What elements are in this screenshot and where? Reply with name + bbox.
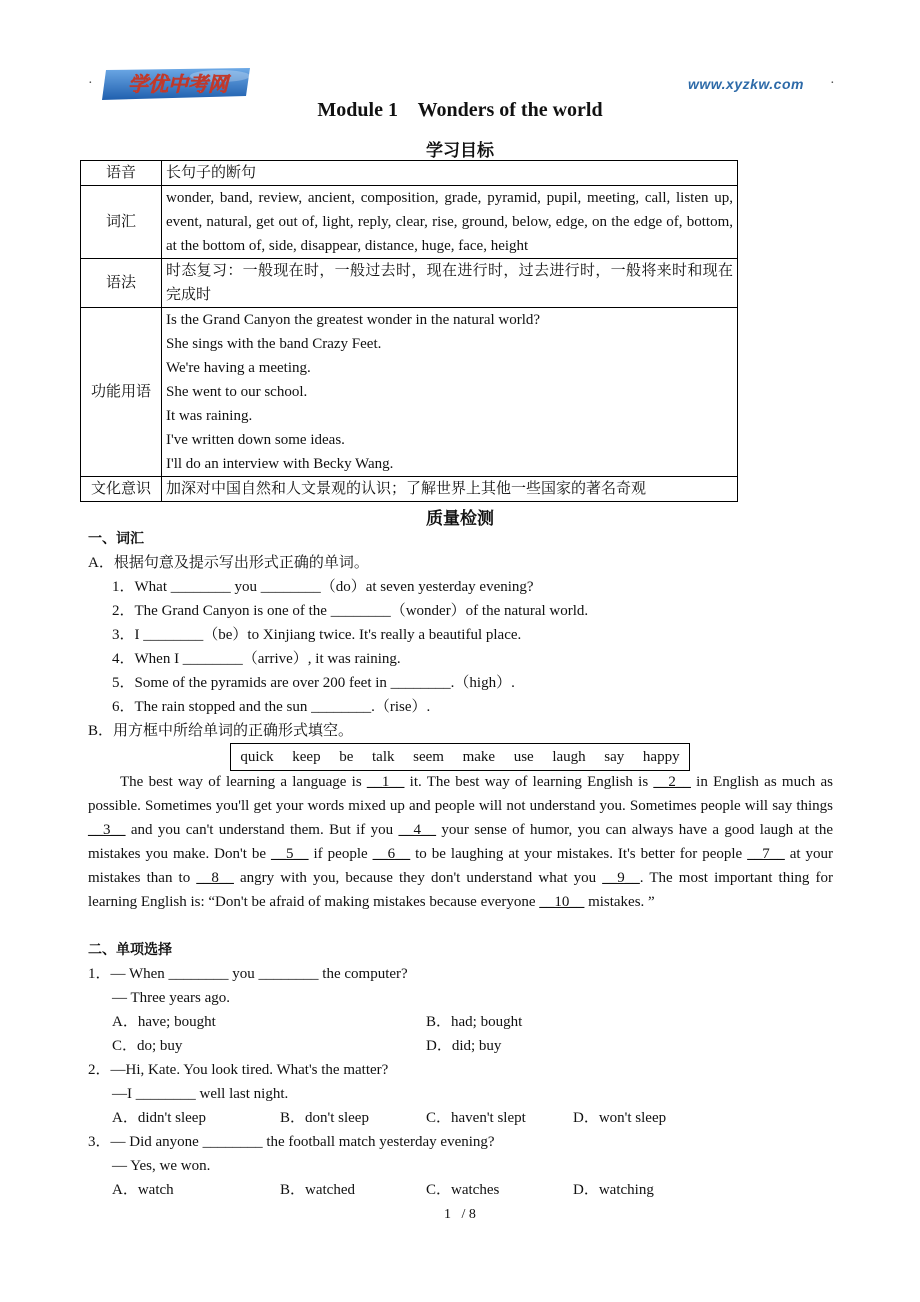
- word-box-item: quick: [240, 748, 274, 765]
- header-dot-left: ·: [88, 76, 93, 91]
- cloze-blank[interactable]: __1__: [366, 774, 405, 790]
- word-box-item: laugh: [552, 748, 586, 765]
- question-2-stem: 2．—Hi, Kate. You look tired. What's the matter?: [88, 1062, 389, 1078]
- goals-row-grammar: [81, 259, 738, 308]
- passage-text: . The most important thing for learning English is: “Don't be afraid of making mistakes because everyone: [88, 870, 833, 910]
- passage-text: to be laughing at your mistakes. It's better for people: [410, 846, 748, 862]
- passage-text: at your mistakes than to: [88, 846, 833, 886]
- question-2-option-d[interactable]: D．won't sleep: [573, 1110, 667, 1126]
- goals-key: 文化意识: [81, 477, 162, 502]
- header-dot-right: ·: [830, 76, 835, 91]
- word-box-item: make: [462, 748, 496, 765]
- goals-table: [80, 160, 738, 502]
- site-url: www.xyzkw.com: [688, 76, 804, 92]
- goals-value: [162, 308, 738, 477]
- question-3-option-d[interactable]: D．watching: [573, 1182, 654, 1198]
- cloze-blank[interactable]: __9__: [602, 870, 640, 886]
- question-1-option-b[interactable]: B．had; bought: [426, 1014, 523, 1030]
- passage-text: The best way of learning a language is: [120, 774, 367, 790]
- word-box-item: seem: [413, 748, 444, 765]
- cloze-blank[interactable]: __2__: [653, 774, 691, 790]
- passage-text: it. The best way of learning English is: [404, 774, 654, 790]
- word-box-item: be: [339, 748, 354, 765]
- cloze-blank[interactable]: __5__: [271, 846, 309, 862]
- goals-value: wonder, band, review, ancient, composition, grade, pyramid, pupil, meeting, call, listen up, event, natural, get out of, light, reply, clear, rise, ground, below, edge, on the edge of, bottom, at the bottom of, side, disappear, distance, huge, face, height: [162, 186, 738, 259]
- module-title: Module 1 Wonders of the world: [317, 99, 603, 121]
- partA-item-5: 5．Some of the pyramids are over 200 feet in ________.（high）.: [112, 675, 515, 691]
- partB-instruction: B．用方框中所给单词的正确形式填空。: [88, 723, 354, 739]
- question-1-option-a[interactable]: A．have; bought: [112, 1014, 216, 1030]
- passage-text: in English as much as possible. Sometimes you'll get your words mixed up and people will not understand you. Sometimes people will say things: [88, 774, 833, 814]
- function-sentence: She sings with the band Crazy Feet.: [166, 336, 382, 352]
- function-sentence: We're having a meeting.: [166, 360, 311, 376]
- word-box-item: happy: [642, 748, 680, 765]
- question-2-reply: —I ________ well last night.: [112, 1086, 289, 1102]
- goals-row-phonetics: [81, 161, 738, 186]
- partA-item-4: 4．When I ________（arrive）, it was raining.: [112, 651, 401, 667]
- word-box-item: say: [604, 748, 625, 765]
- cloze-blank[interactable]: __10__: [539, 894, 585, 910]
- function-sentence: Is the Grand Canyon the greatest wonder in the natural world?: [166, 312, 541, 328]
- word-box-item: use: [513, 748, 534, 765]
- passage-text: mistakes. ”: [584, 894, 655, 910]
- partA-item-6: 6．The rain stopped and the sun ________.（rise）.: [112, 699, 431, 715]
- page-number: 1 / 8: [444, 1207, 476, 1222]
- partA-item-3: 3．I ________（be）to Xinjiang twice. It's really a beautiful place.: [112, 627, 522, 643]
- goals-row-culture: [81, 477, 738, 502]
- goals-value: 加深对中国自然和人文景观的认识；了解世界上其他一些国家的著名奇观: [162, 477, 738, 502]
- svg-text:学优中考网: 学优中考网: [128, 72, 228, 96]
- cloze-blank[interactable]: __7__: [747, 846, 785, 862]
- site-logo: [100, 66, 256, 102]
- function-sentence: I'll do an interview with Becky Wang.: [166, 456, 394, 472]
- cloze-passage: [88, 770, 833, 914]
- question-3-option-a[interactable]: A．watch: [112, 1182, 174, 1198]
- goals-row-vocabulary: [81, 186, 738, 259]
- goals-row-function: [81, 308, 738, 477]
- question-3-reply: — Yes, we won.: [112, 1158, 211, 1174]
- cloze-blank[interactable]: __6__: [372, 846, 411, 862]
- goals-key: 语法: [81, 259, 162, 308]
- word-box: [230, 743, 690, 771]
- passage-text: your sense of humor, you can always have a good laugh at the mistakes you make. Don't be: [88, 822, 833, 862]
- function-sentence: It was raining.: [166, 408, 253, 424]
- question-2-option-a[interactable]: A．didn't sleep: [112, 1110, 206, 1126]
- question-1-reply: — Three years ago.: [112, 990, 231, 1006]
- goals-heading: 学习目标: [426, 141, 494, 161]
- cloze-blank[interactable]: __3__: [88, 822, 126, 838]
- question-3-option-c[interactable]: C．watches: [426, 1182, 500, 1198]
- goals-key: 词汇: [81, 186, 162, 259]
- partA-item-2: 2．The Grand Canyon is one of the ________（wonder）of the natural world.: [112, 603, 589, 619]
- cloze-blank[interactable]: __4__: [398, 822, 437, 838]
- function-sentence: She went to our school.: [166, 384, 308, 400]
- cloze-blank[interactable]: __8__: [196, 870, 234, 886]
- partA-item-1: 1．What ________ you ________（do）at seven yesterday evening?: [112, 579, 534, 595]
- function-sentence: I've written down some ideas.: [166, 432, 345, 448]
- question-3-stem: 3．— Did anyone ________ the football match yesterday evening?: [88, 1134, 495, 1150]
- question-2-option-c[interactable]: C．haven't slept: [426, 1110, 526, 1126]
- goals-key: 语音: [81, 161, 162, 186]
- quality-heading: 质量检测: [426, 509, 494, 529]
- question-3-option-b[interactable]: B．watched: [280, 1182, 355, 1198]
- question-1-option-c[interactable]: C．do; buy: [112, 1038, 183, 1054]
- goals-value: 长句子的断句: [162, 161, 738, 186]
- section1-heading: 一、词汇: [88, 531, 144, 547]
- word-box-item: talk: [372, 748, 395, 765]
- passage-text: and you can't understand them. But if you: [125, 822, 399, 838]
- question-1-option-d[interactable]: D．did; buy: [426, 1038, 502, 1054]
- question-2-option-b[interactable]: B．don't sleep: [280, 1110, 369, 1126]
- passage-text: angry with you, because they don't understand what you: [233, 870, 603, 886]
- partA-instruction: A．根据句意及提示写出形式正确的单词。: [88, 555, 369, 571]
- passage-text: if people: [308, 846, 373, 862]
- section2-heading: 二、单项选择: [88, 942, 172, 958]
- word-box-item: keep: [292, 748, 321, 765]
- goals-key: 功能用语: [81, 308, 162, 477]
- question-1-stem: 1．— When ________ you ________ the computer?: [88, 966, 408, 982]
- goals-value: 时态复习：一般现在时，一般过去时，现在进行时，过去进行时，一般将来时和现在完成时: [162, 259, 738, 308]
